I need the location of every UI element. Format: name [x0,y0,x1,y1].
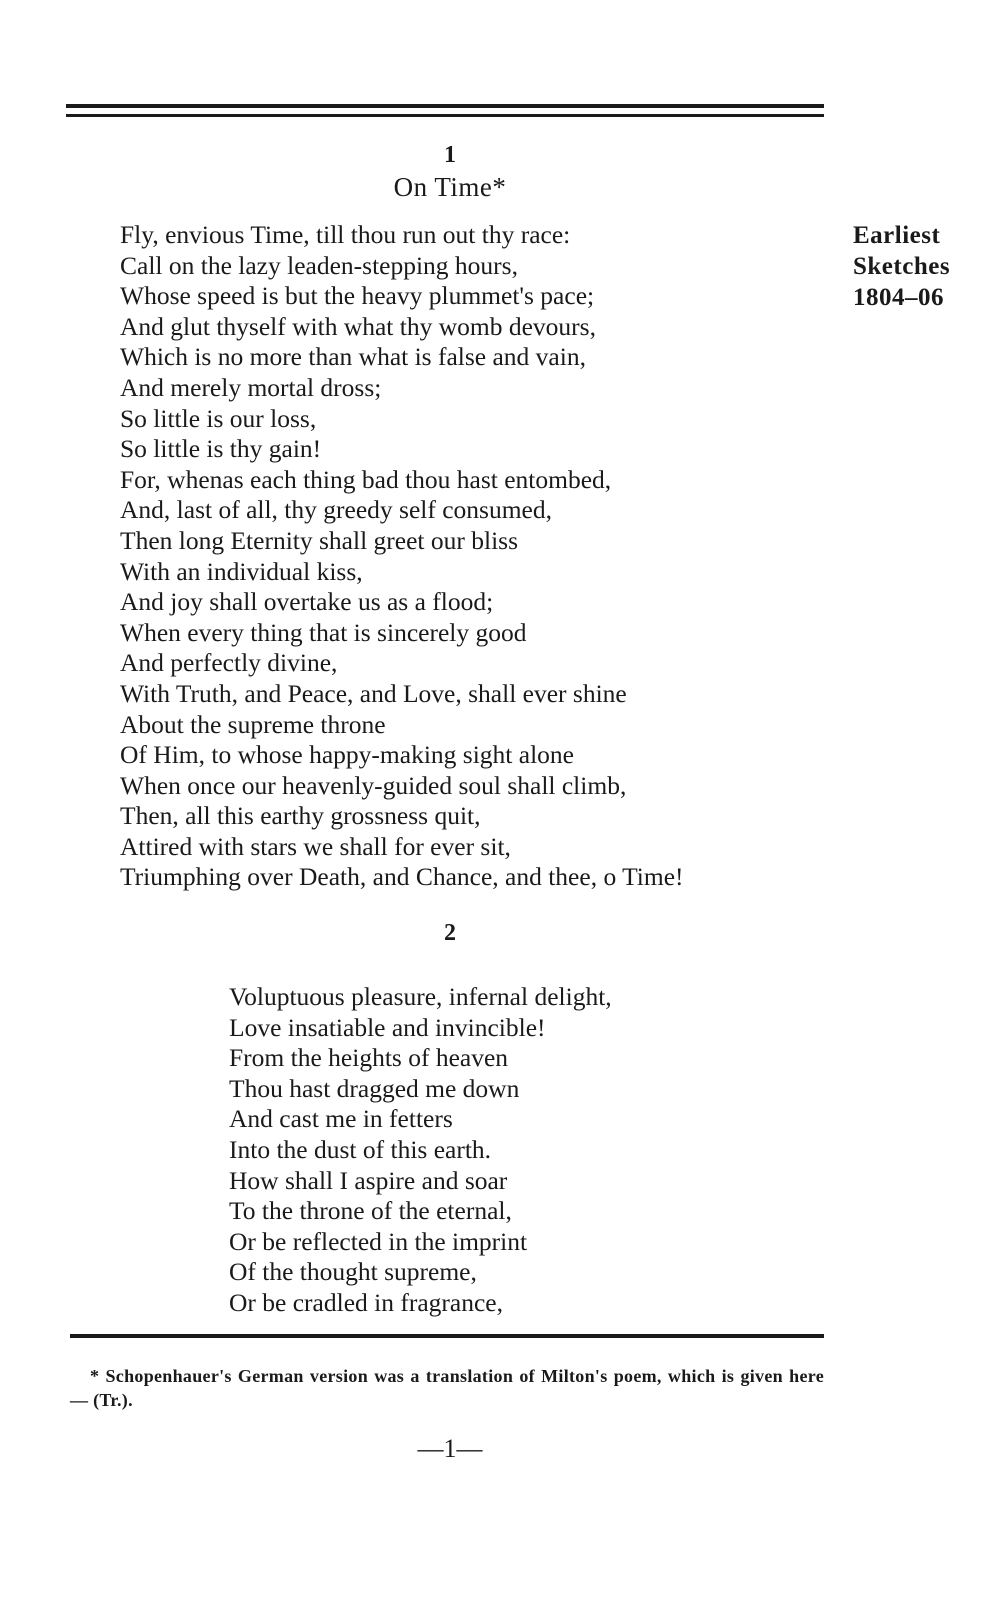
verse-line: From the heights of heaven [229,1043,509,1073]
verse-line: Or be reflected in the imprint [229,1226,528,1256]
poem-1-number: 1 [444,142,456,168]
verse-line: And merely mortal dross; [120,372,382,402]
poem-1-verses [120,220,684,893]
verse-line: And perfectly divine, [120,648,338,678]
verse-line: With an individual kiss, [120,556,363,586]
verse-line: Attired with stars we shall for ever sit, [120,831,511,861]
verse-line: And cast me in fetters [229,1104,453,1134]
verse-line: When every thing that is sincerely good [120,617,527,647]
poem-2-number: 2 [444,920,456,946]
verse-line: About the supreme throne [120,709,386,739]
verse-line: And glut thyself with what thy womb devours, [120,311,596,341]
verse-line: How shall I aspire and soar [229,1165,508,1195]
verse-line: With Truth, and Peace, and Love, shall ever shine [120,678,627,708]
verse-line: Which is no more than what is false and vain, [120,342,586,372]
verse-line: Then long Eternity shall greet our bliss [120,525,519,555]
verse-line: For, whenas each thing bad thou hast entombed, [120,464,612,494]
verse-line: To the throne of the eternal, [229,1196,512,1226]
verse-line: Of the thought supreme, [229,1257,477,1287]
verse-line: Whose speed is but the heavy plummet's pace; [120,281,595,311]
top-rule-thick [66,104,824,108]
verse-line: And joy shall overtake us as a flood; [120,587,494,617]
verse-line: Into the dust of this earth. [229,1134,492,1164]
verse-line: And, last of all, thy greedy self consumed, [120,495,552,525]
verse-line: Fly, envious Time, till thou run out thy race: [120,220,571,249]
footnote-rule [70,1334,824,1338]
verse-line: Triumphing over Death, and Chance, and thee, o Time! [120,862,684,892]
verse-line: So little is thy gain! [120,434,322,464]
verse-line: When once our heavenly-guided soul shall climb, [120,770,627,800]
verse-line: Of Him, to whose happy-making sight alone [120,740,574,770]
poem-2-verses [229,982,612,1319]
verse-line: Or be cradled in fragrance, [229,1287,503,1317]
margin-note [853,220,950,313]
margin-note-line: 1804–06 [853,284,944,311]
verse-line: Then, all this earthy grossness quit, [120,801,481,831]
verse-line: Call on the lazy leaden-stepping hours, [120,250,518,280]
verse-line: So little is our loss, [120,403,317,433]
page-number: —1— [417,1434,483,1463]
footnote: * Schopenhauer's German version was a translation of Milton's poem, which is given here — (Tr.). [70,1366,824,1410]
verse-line: Thou hast dragged me down [229,1073,520,1103]
poem-1-title: On Time* [393,172,507,202]
margin-note-line: Sketches [853,253,951,280]
margin-note-line: Earliest [853,222,941,249]
verse-line: Voluptuous pleasure, infernal delight, [229,982,612,1011]
top-double-rule [66,104,824,118]
top-rule-thin [66,114,824,117]
verse-line: Love insatiable and invincible! [229,1012,546,1042]
